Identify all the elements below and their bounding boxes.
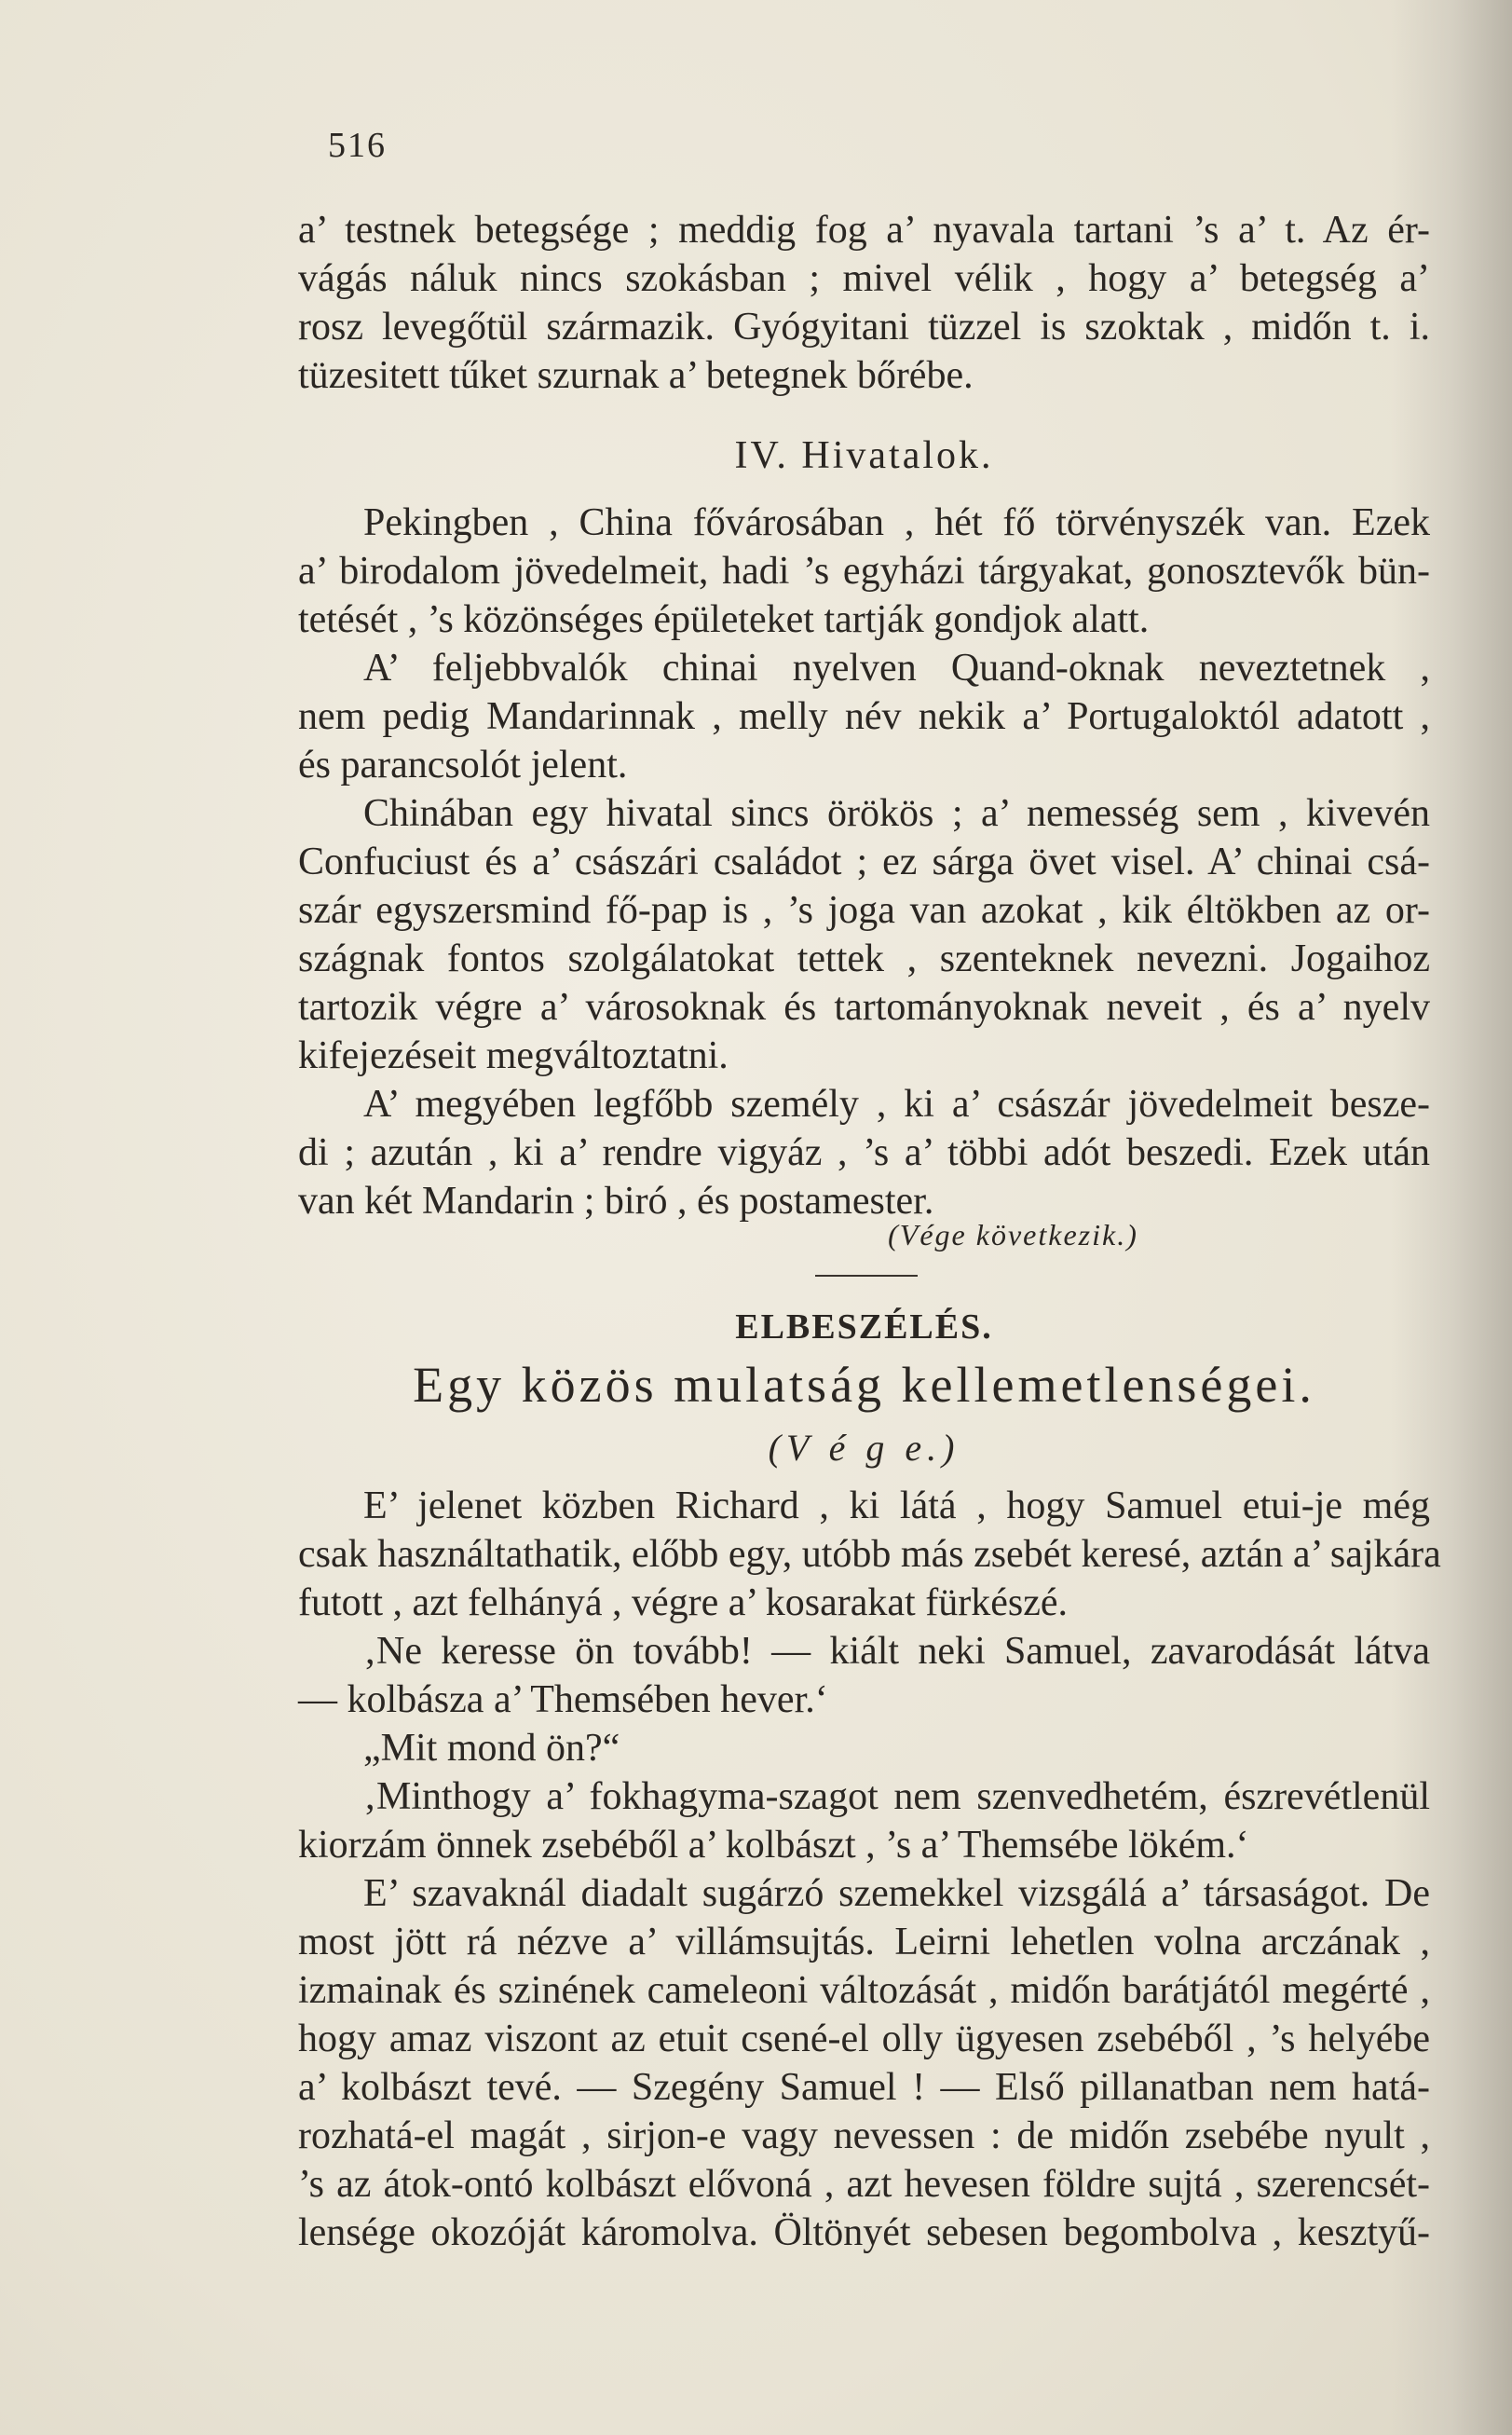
text-line: Confuciust és a’ császári családot ; ez sárga övet visel. A’ chinai csá-	[298, 841, 1430, 883]
text-line: van két Mandarin ; biró , és postamester.	[298, 1180, 934, 1223]
story-end-marker: (V é g e.)	[768, 1427, 960, 1469]
text-line: tetését , ’s közönséges épületeket tartják gondjok alatt.	[298, 598, 1150, 641]
text-line: a’ kolbászt tevé. — Szegény Samuel ! — Első pillanatban nem hatá-	[298, 2066, 1430, 2109]
to-be-continued: (Vége következik.)	[888, 1218, 1138, 1252]
text-line: ‚Ne keresse ön tovább! — kiált neki Samuel, zavarodását látva	[363, 1630, 1430, 1673]
text-line: futott , azt felhányá , végre a’ kosarakat fürkészé.	[298, 1581, 1068, 1624]
text-line: tartozik végre a’ városoknak és tartományoknak neveit , és a’ nyelv	[298, 986, 1430, 1029]
text-line: tüzesitett tűket szurnak a’ betegnek bőrébe.	[298, 354, 974, 397]
section-heading: IV. Hivatalok.	[734, 434, 994, 477]
text-line: szágnak fontos szolgálatokat tettek , szenteknek nevezni. Jogaihoz	[298, 937, 1430, 980]
text-line: vágás náluk nincs szokásban ; mivel vélik , hogy a’ betegség a’	[298, 257, 1430, 300]
story-title: Egy közös mulatság kellemetlenségei.	[413, 1357, 1315, 1413]
text-line: izmainak és szinének cameleoni változását , midőn barátjától megérté ,	[298, 1969, 1430, 2012]
text-line: E’ jelenet közben Richard , ki látá , hogy Samuel etui-je még	[363, 1484, 1430, 1527]
text-line: „Mit mond ön?“	[363, 1727, 620, 1770]
text-line: ’s az átok-ontó kolbászt elővoná , azt hevesen földre sujtá , szerencsét-	[298, 2163, 1430, 2206]
section-divider	[815, 1275, 918, 1277]
text-line: szár egyszersmind fő-pap is , ’s joga van azokat , kik éltökben az or-	[298, 889, 1430, 932]
text-line: csak használtathatik, előbb egy, utóbb más zsebét keresé, aztán a’ sajkára	[298, 1533, 1441, 1576]
text-line: di ; azután , ki a’ rendre vigyáz , ’s a’ többi adót beszedi. Ezek után	[298, 1131, 1430, 1174]
text-line: rozhatá-el magát , sirjon-e vagy nevessen : de midőn zsebébe nyult ,	[298, 2114, 1430, 2157]
text-line: most jött rá nézve a’ villámsujtás. Leirni lehetlen volna arczának ,	[298, 1921, 1430, 1963]
text-line: kifejezéseit megváltoztatni.	[298, 1034, 729, 1077]
page-number: 516	[328, 126, 387, 165]
text-line: a’ birodalom jövedelmeit, hadi ’s egyházi tárgyakat, gonosztevők bün-	[298, 550, 1430, 593]
offices-text	[298, 499, 1430, 1225]
text-line: Chinában egy hivatal sincs örökös ; a’ nemesség sem , kivevén	[363, 792, 1430, 835]
text-line: A’ feljebbvalók chinai nyelven Quand-oknak neveztetnek ,	[363, 647, 1430, 690]
text-line: A’ megyében legfőbb személy , ki a’ császár jövedelmeit besze-	[363, 1083, 1430, 1126]
text-line: a’ testnek betegsége ; meddig fog a’ nyavala tartani ’s a’ t. Az ér-	[298, 209, 1430, 252]
text-line: Pekingben , China fővárosában , hét fő törvényszék van. Ezek	[363, 501, 1430, 544]
text-line: kiorzám önnek zsebéből a’ kolbászt , ’s a’ Themsébe lökém.‘	[298, 1824, 1249, 1867]
text-line: E’ szavaknál diadalt sugárzó szemekkel vizsgálá a’ társaságot. De	[363, 1872, 1430, 1915]
text-line: lensége okozóját káromolva. Öltönyét sebesen begombolva , kesztyű-	[298, 2211, 1430, 2254]
genre-heading: ELBESZÉLÉS.	[735, 1307, 993, 1347]
text-line: ‚Minthogy a’ fokhagyma-szagot nem szenvedhetém, észrevétlenül	[363, 1775, 1430, 1818]
text-line: — kolbásza a’ Themsében hever.‘	[298, 1678, 828, 1721]
story-text	[298, 1482, 1441, 2257]
text-line: rosz levegőtül származik. Gyógyitani tüzzel is szoktak , midőn t. i.	[298, 306, 1430, 349]
text-line: és parancsolót jelent.	[298, 744, 628, 787]
text-line: hogy amaz viszont az etuit csené-el olly ügyesen zsebéből , ’s helyébe	[298, 2018, 1430, 2060]
text-line: nem pedig Mandarinnak , melly név nekik a’ Portugaloktól adatott ,	[298, 695, 1430, 738]
section-offices	[298, 0, 1441, 2435]
